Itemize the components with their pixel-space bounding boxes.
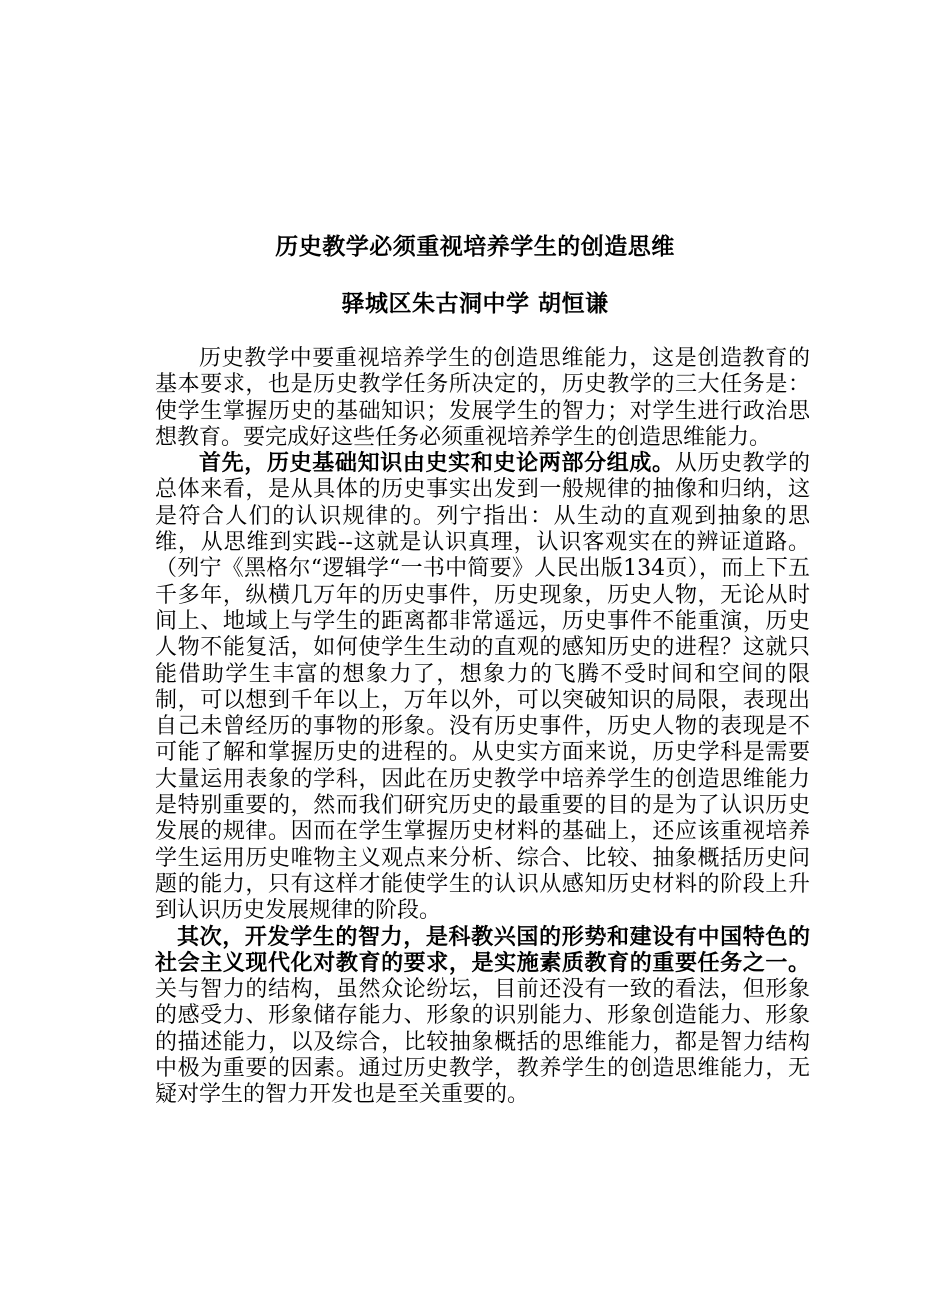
author-line: 驿城区朱古洞中学 胡恒谦 <box>341 291 609 317</box>
paragraph-lead: 首先，历史基础知识由史实和史论两部分组成。 <box>199 451 675 477</box>
paragraph-text: 关与智力的结构，虽然众论纷坛，目前还没有一致的看法，但形象的感受力、形象储存能力、形象的识别能力、形象创造能力、形象的描述能力，以及综合，比较抽象概括的思维能力，都是智力结构中极为重要的因素。通过历史教学，教养学生的创造思维能力，无疑对学生的智力开发也是至关重要的。 <box>155 977 810 1108</box>
paragraph-intro <box>155 346 810 451</box>
paragraph-text: 历史教学中要重视培养学生的创造思维能力，这是创造教育的基本要求，也是历史教学任务所决定的，历史教学的三大任务是：使学生掌握历史的基础知识；发展学生的智力；对学生进行政治思想教育。要完成好这些任务必须重视培养学生的创造思维能力。 <box>155 346 810 450</box>
paragraph-lead: 其次，开发学生的智力，是科教兴国的形势和建设有中国特色的社会主义现代化对教育的要求，是实施素质教育的重要任务之一。 <box>155 924 810 976</box>
paragraph-first <box>155 451 810 924</box>
paragraph-text: 从历史教学的总体来看，是从具体的历史事实出发到一般规律的抽像和归纳，这是符合人们的认识规律的。列宁指出：从生动的直观到抽象的思维，从思维到实践--这就是认识真理，认识客观实在的辨证道路。（列宁《黑格尔“逻辑学“一书中简要》人民出版134页），而上下五千多年，纵横几万年的历史事件，历史现象，历史人物，无论从时间上、地域上与学生的距离都非常遥远，历史事件不能重演，历史人物不能复活，如何使学生生动的直观的感知历史的进程？这就只能借助学生丰富的想象力了，想象力的飞腾不受时间和空间的限制，可以想到千年以上，万年以外，可以突破知识的局限，表现出自己未曾经历的事物的形象。没有历史事件，历史人物的表现是不可能了解和掌握历史的进程的。从史实方面来说，历史学科是需要大量运用表象的学科，因此在历史教学中培养学生的创造思维能力是特别重要的，然而我们研究历史的最重要的目的是为了认识历史发展的规律。因而在学生掌握历史材料的基础上，还应该重视培养学生运用历史唯物主义观点来分析、综合、比较、抽象概括历史问题的能力，只有这样才能使学生的认识从感知历史材料的阶段上升到认识历史发展规律的阶段。 <box>155 451 810 924</box>
document-title: 历史教学必须重视培养学生的创造思维 <box>275 234 675 260</box>
document-body <box>155 346 810 1109</box>
paragraph-second <box>155 925 810 1109</box>
